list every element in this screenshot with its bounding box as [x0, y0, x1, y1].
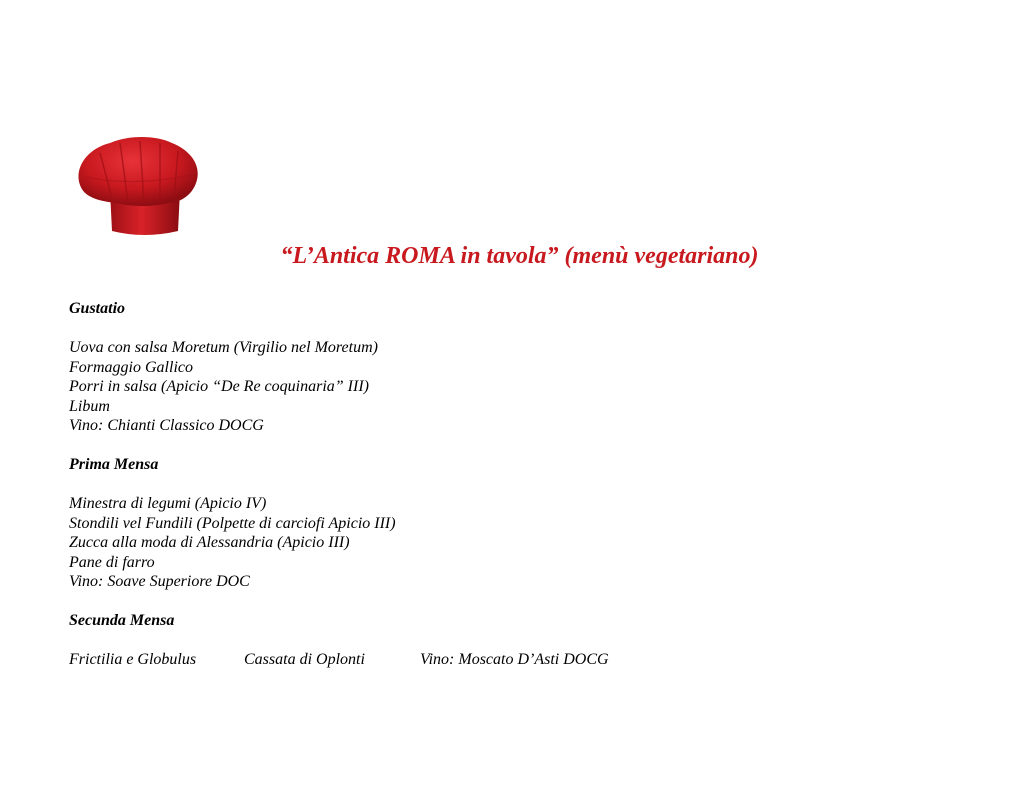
- chef-hat-icon: [72, 133, 204, 239]
- section-title: Secunda Mensa: [69, 612, 175, 629]
- menu-item: Vino: Moscato D’Asti DOCG: [420, 651, 609, 668]
- menu-item: Frictilia e Globulus: [69, 651, 197, 668]
- menu-item: Cassata di Oplonti: [244, 651, 365, 668]
- menu-item: Pane di farro: [69, 553, 155, 571]
- menu-item: Formaggio Gallico: [69, 358, 193, 376]
- menu-section-prima-mensa: [69, 455, 769, 592]
- menu-item: Zucca alla moda di Alessandria (Apicio III): [69, 534, 350, 551]
- menu-item: Porri in salsa (Apicio “De Re coquinaria” III): [69, 378, 369, 395]
- menu-section-secunda-mensa: [69, 611, 769, 670]
- menu-item: Vino: Soave Superiore DOC: [69, 573, 250, 590]
- menu-item: Uova con salsa Moretum (Virgilio nel Moretum): [69, 339, 378, 356]
- section-title: Gustatio: [69, 300, 126, 317]
- menu-section-gustatio: [69, 299, 769, 436]
- menu-item: Minestra di legumi (Apicio IV): [69, 495, 267, 512]
- menu-item-list: [69, 338, 769, 436]
- menu-item-row: [69, 650, 769, 670]
- menu-item: Vino: Chianti Classico DOCG: [69, 417, 264, 434]
- menu-item: Libum: [69, 397, 110, 415]
- menu-item-list: [69, 494, 769, 592]
- menu-item: Stondili vel Fundili (Polpette di carciofi Apicio III): [69, 514, 396, 532]
- section-title: Prima Mensa: [69, 456, 159, 473]
- page-title: “L’Antica ROMA in tavola” (menù vegetariano): [280, 243, 759, 269]
